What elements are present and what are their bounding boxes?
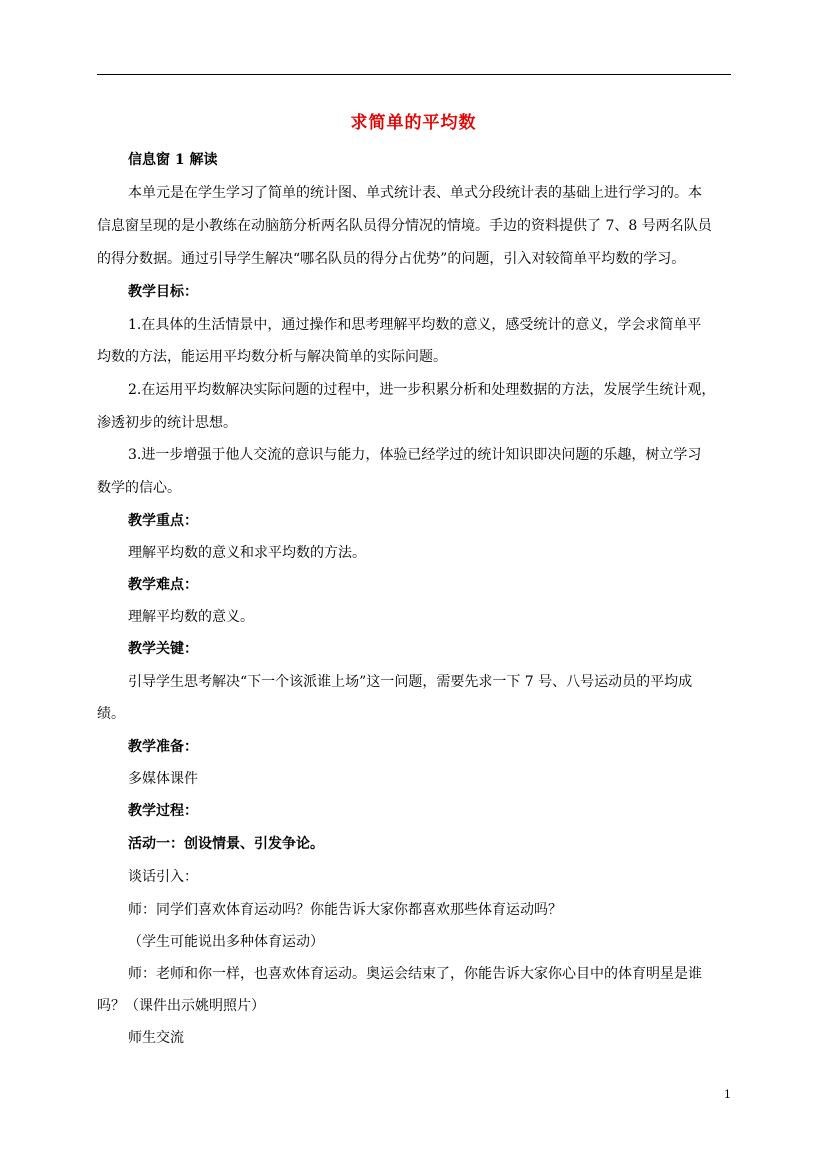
section-heading-key-points: 教学重点： xyxy=(128,513,198,529)
paragraph-line: 均数的方法，能运用平均数分析与解决简单的实际问题。 xyxy=(97,349,447,365)
paragraph-line: 谈话引入： xyxy=(128,869,198,885)
section-heading-info-window: 信息窗 1 解读 xyxy=(128,152,218,168)
section-heading-difficulties: 教学难点： xyxy=(128,577,198,593)
paragraph-line: 的得分数据。通过引导学生解决“哪名队员的得分占优势”的问题，引入对较简单平均数的学习。 xyxy=(97,251,686,267)
activity-heading: 活动一：创设情景、引发争论。 xyxy=(128,836,324,852)
document-title: 求简单的平均数 xyxy=(350,113,477,133)
paragraph-line: 渗透初步的统计思想。 xyxy=(97,415,237,431)
paragraph-line: 吗？（课件出示姚明照片） xyxy=(97,998,265,1014)
section-heading-objectives: 教学目标： xyxy=(128,284,198,300)
section-heading-process: 教学过程： xyxy=(128,803,198,819)
section-heading-key: 教学关键： xyxy=(128,641,198,657)
paragraph-line: 理解平均数的意义和求平均数的方法。 xyxy=(128,545,366,561)
paragraph-line: 多媒体课件 xyxy=(128,771,198,787)
paragraph-line: 师生交流 xyxy=(128,1030,184,1046)
paragraph-line: 数学的信心。 xyxy=(97,480,181,496)
paragraph-line: 师：同学们喜欢体育运动吗？你能告诉大家你都喜欢那些体育运动吗？ xyxy=(128,902,562,918)
paragraph-line: 3.进一步增强于他人交流的意识与能力，体验已经学过的统计知识即决问题的乐趣，树立学习 xyxy=(128,447,702,463)
paragraph-line: 师：老师和你一样，也喜欢体育运动。奥运会结束了，你能告诉大家你心目中的体育明星是谁 xyxy=(128,966,702,982)
paragraph-line: 信息窗呈现的是小教练在动脑筋分析两名队员得分情况的情境。手边的资料提供了 7、8 号两名队员 xyxy=(97,218,712,234)
paragraph-line: （学生可能说出多种体育运动） xyxy=(128,934,324,950)
paragraph-line: 本单元是在学生学习了简单的统计图、单式统计表、单式分段统计表的基础上进行学习的。本 xyxy=(128,185,702,201)
section-heading-preparation: 教学准备： xyxy=(128,739,198,755)
paragraph-line: 理解平均数的意义。 xyxy=(128,609,254,625)
header-rule xyxy=(97,74,731,75)
paragraph-line: 引导学生思考解决“下一个该派谁上场”这一问题，需要先求一下 7 号、八号运动员的平均成 xyxy=(128,674,693,690)
paragraph-line: 2.在运用平均数解决实际问题的过程中，进一步积累分析和处理数据的方法，发展学生统计观， xyxy=(128,382,716,398)
paragraph-line: 1.在具体的生活情景中，通过操作和思考理解平均数的意义，感受统计的意义，学会求简单平 xyxy=(128,317,702,333)
paragraph-line: 绩。 xyxy=(97,706,125,722)
page-number: 1 xyxy=(724,1088,731,1101)
